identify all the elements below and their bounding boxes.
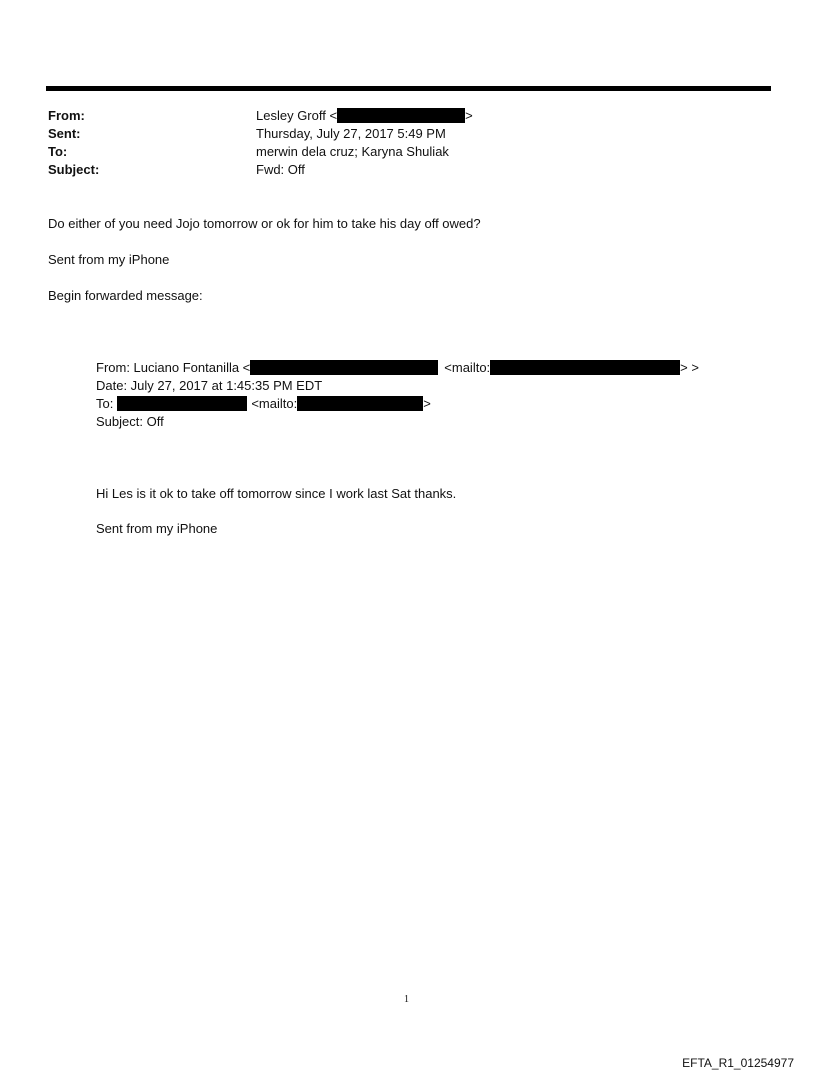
fwd-to-mailto: <mailto: bbox=[251, 396, 298, 411]
fwd-signature: Sent from my iPhone bbox=[96, 521, 218, 536]
to-value: merwin dela cruz; Karyna Shuliak bbox=[256, 144, 449, 159]
fwd-from-prefix: From: Luciano Fontanilla < bbox=[96, 360, 251, 375]
fwd-mailto-prefix: <mailto: bbox=[444, 360, 491, 375]
fwd-to-prefix: To: bbox=[96, 396, 114, 411]
redaction-block bbox=[297, 396, 423, 411]
redaction-block bbox=[337, 108, 465, 123]
subject-value: Fwd: Off bbox=[256, 162, 305, 177]
fwd-subject-line: Subject: Off bbox=[96, 414, 164, 429]
fwd-to-line bbox=[96, 395, 431, 413]
document-id: EFTA_R1_01254977 bbox=[682, 1056, 794, 1070]
fwd-date-line: Date: July 27, 2017 at 1:45:35 PM EDT bbox=[96, 378, 323, 393]
redaction-block bbox=[250, 360, 438, 375]
body-signature: Sent from my iPhone bbox=[48, 252, 170, 267]
sent-label: Sent: bbox=[48, 126, 81, 141]
sent-value: Thursday, July 27, 2017 5:49 PM bbox=[256, 126, 446, 141]
redaction-block bbox=[117, 396, 247, 411]
from-close: > bbox=[465, 108, 473, 123]
subject-label: Subject: bbox=[48, 162, 100, 177]
from-value bbox=[256, 107, 473, 125]
header-rule bbox=[46, 86, 771, 91]
to-label: To: bbox=[48, 144, 68, 159]
fwd-message: Hi Les is it ok to take off tomorrow since I work last Sat thanks. bbox=[96, 486, 457, 501]
from-name: Lesley Groff < bbox=[256, 108, 338, 123]
page-number: 1 bbox=[404, 994, 409, 1005]
forward-intro: Begin forwarded message: bbox=[48, 288, 203, 303]
fwd-to-suffix: > bbox=[423, 396, 431, 411]
fwd-from-suffix: > > bbox=[680, 360, 699, 375]
redaction-block bbox=[490, 360, 680, 375]
body-question: Do either of you need Jojo tomorrow or ok for him to take his day off owed? bbox=[48, 216, 481, 231]
from-label: From: bbox=[48, 108, 85, 123]
fwd-from-line bbox=[96, 359, 699, 377]
